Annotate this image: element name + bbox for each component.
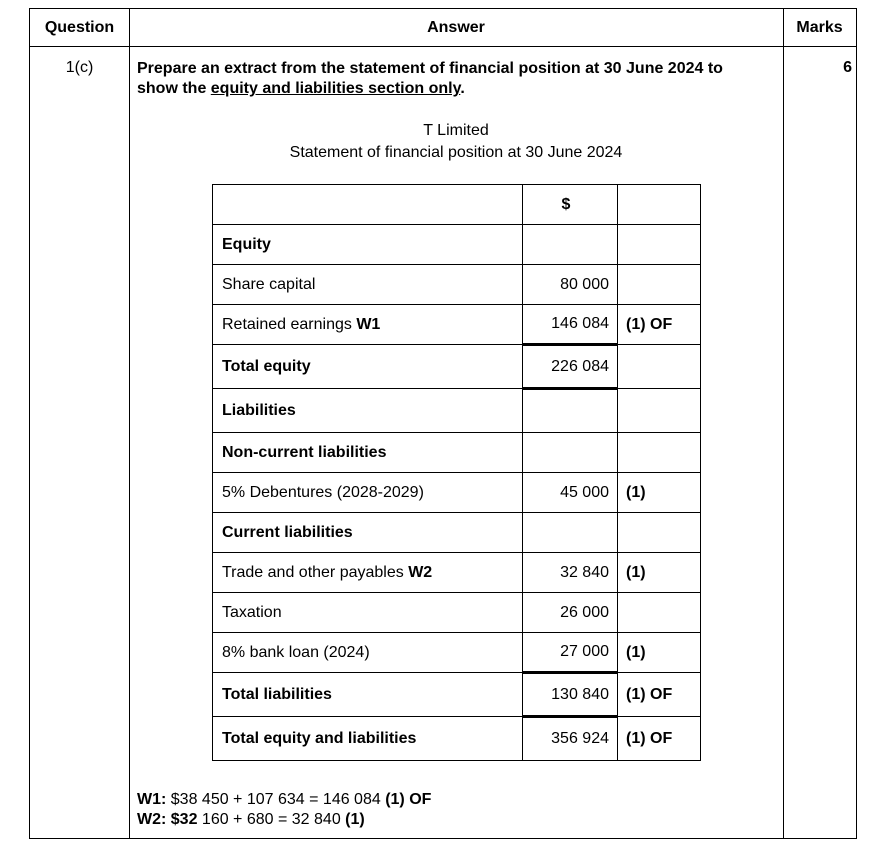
w2-mark: (1) bbox=[345, 811, 365, 828]
prompt-end: . bbox=[460, 80, 465, 97]
row-mark: (1) OF bbox=[618, 673, 701, 717]
header-divider bbox=[30, 46, 856, 47]
row-amount: 130 840 bbox=[523, 673, 618, 717]
table-header-row bbox=[213, 185, 701, 225]
row-label bbox=[213, 305, 523, 345]
statement-title: Statement of financial position at 30 June 2024 bbox=[289, 144, 623, 161]
row-label-text: Retained earnings bbox=[222, 315, 357, 333]
row-label: Total liabilities bbox=[213, 673, 523, 717]
prompt-text: Prepare an extract from the statement of financial position at 30 June 2024 to show the bbox=[137, 60, 723, 97]
company-name: T Limited bbox=[423, 122, 489, 139]
row-label: 5% Debentures (2028-2029) bbox=[213, 473, 523, 513]
row-label: Equity bbox=[213, 225, 523, 265]
row-mark bbox=[618, 345, 701, 389]
row-mark bbox=[618, 513, 701, 553]
table-row bbox=[213, 513, 701, 553]
working-ref: W1 bbox=[356, 315, 381, 333]
row-amount: 26 000 bbox=[523, 593, 618, 633]
w2-bold: $32 bbox=[166, 811, 198, 828]
row-mark bbox=[618, 433, 701, 473]
table-row bbox=[213, 345, 701, 389]
w1-tag: W1: bbox=[137, 791, 167, 808]
prompt-underlined: equity and liabilities section only bbox=[210, 80, 461, 97]
row-amount bbox=[523, 225, 618, 265]
mark-scheme-table bbox=[29, 8, 857, 839]
w1-text: $38 450 + 107 634 = 146 084 bbox=[166, 791, 386, 808]
table-row bbox=[213, 717, 701, 761]
working-w2 bbox=[137, 810, 365, 830]
row-amount: 32 840 bbox=[523, 553, 618, 593]
header-marks: Marks bbox=[796, 19, 843, 36]
marks-value: 6 bbox=[843, 59, 852, 76]
row-label: Taxation bbox=[213, 593, 523, 633]
row-amount: 146 084 bbox=[523, 305, 618, 345]
row-amount: 80 000 bbox=[523, 265, 618, 305]
w2-text: 160 + 680 = 32 840 bbox=[197, 811, 346, 828]
table-row bbox=[213, 633, 701, 673]
row-mark bbox=[618, 389, 701, 433]
table-row bbox=[213, 433, 701, 473]
table-row bbox=[213, 473, 701, 513]
row-label: Share capital bbox=[213, 265, 523, 305]
financial-position-table bbox=[212, 184, 701, 761]
row-label: 8% bank loan (2024) bbox=[213, 633, 523, 673]
header-question: Question bbox=[44, 19, 115, 36]
row-amount bbox=[523, 389, 618, 433]
row-amount: 226 084 bbox=[523, 345, 618, 389]
row-label: Current liabilities bbox=[213, 513, 523, 553]
table-row bbox=[213, 305, 701, 345]
row-mark: (1) OF bbox=[618, 305, 701, 345]
row-mark bbox=[618, 225, 701, 265]
row-amount: 45 000 bbox=[523, 473, 618, 513]
row-amount: 356 924 bbox=[523, 717, 618, 761]
table-row bbox=[213, 553, 701, 593]
table-row bbox=[213, 389, 701, 433]
row-label: Non-current liabilities bbox=[213, 433, 523, 473]
column-divider-marks bbox=[783, 9, 784, 838]
w1-mark: (1) OF bbox=[385, 791, 432, 808]
table-row bbox=[213, 265, 701, 305]
w2-tag: W2: bbox=[137, 811, 167, 828]
row-amount bbox=[523, 513, 618, 553]
row-label bbox=[213, 553, 523, 593]
working-w1 bbox=[137, 790, 431, 810]
row-mark: (1) bbox=[618, 473, 701, 513]
question-number: 1(c) bbox=[65, 59, 94, 76]
table-row bbox=[213, 673, 701, 717]
row-mark: (1) bbox=[618, 553, 701, 593]
working-ref: W2 bbox=[408, 563, 433, 581]
currency-header: $ bbox=[523, 185, 618, 225]
header-answer: Answer bbox=[427, 19, 485, 36]
row-mark: (1) OF bbox=[618, 717, 701, 761]
row-label: Liabilities bbox=[213, 389, 523, 433]
row-label: Total equity bbox=[213, 345, 523, 389]
question-prompt bbox=[137, 59, 757, 99]
row-label-text: Trade and other payables bbox=[222, 563, 409, 581]
row-mark: (1) bbox=[618, 633, 701, 673]
table-row bbox=[213, 593, 701, 633]
row-mark bbox=[618, 593, 701, 633]
row-amount: 27 000 bbox=[523, 633, 618, 673]
row-label: Total equity and liabilities bbox=[213, 717, 523, 761]
header-label-cell bbox=[213, 185, 523, 225]
table-row bbox=[213, 225, 701, 265]
row-amount bbox=[523, 433, 618, 473]
header-mark-cell bbox=[618, 185, 701, 225]
row-mark bbox=[618, 265, 701, 305]
